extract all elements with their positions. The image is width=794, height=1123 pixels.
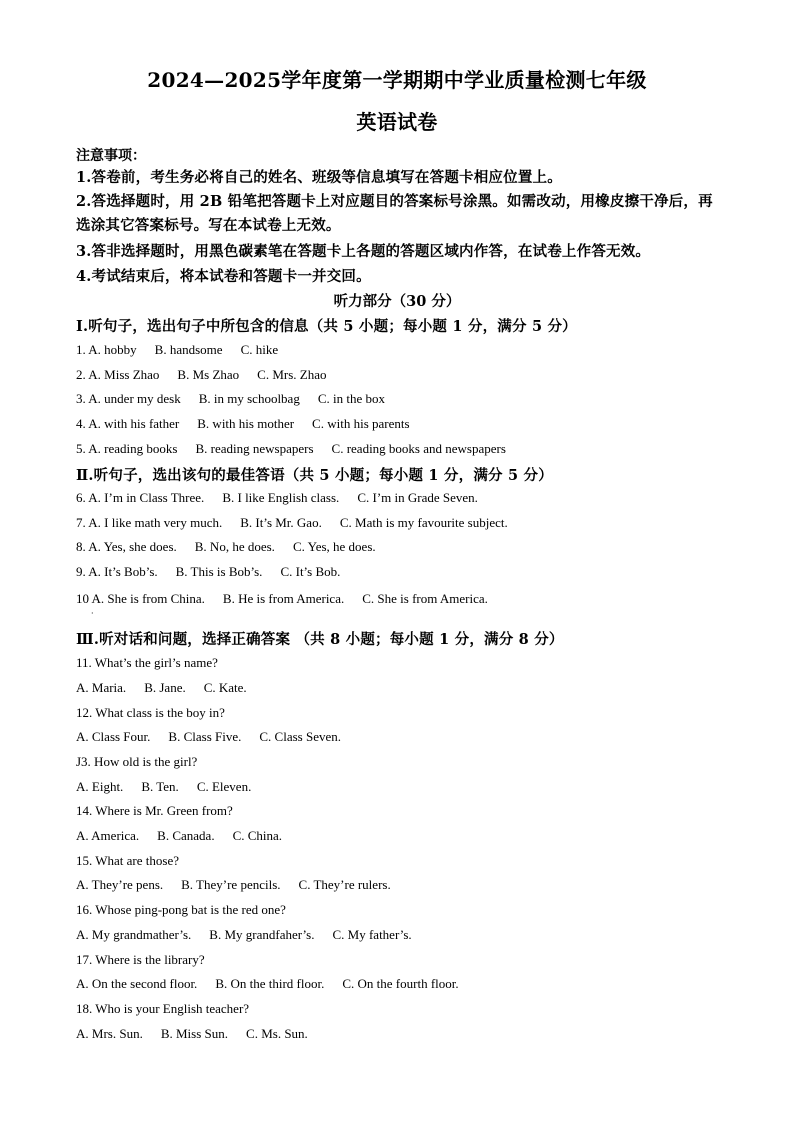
option: B. Jane. <box>144 680 186 695</box>
option: C. My father’s. <box>332 927 412 942</box>
option: B. It’s Mr. Gao. <box>240 515 322 530</box>
exam-title: 2024—2025学年度第一学期期中学业质量检测七年级 <box>147 68 647 92</box>
option: C. It’s Bob. <box>280 564 341 579</box>
question-options <box>76 680 247 696</box>
option: B. in my schoolbag <box>198 391 300 406</box>
question-options <box>76 927 412 943</box>
section-title: Ⅰ.听句子，选出句子中所包含的信息（共 5 小题；每小题 1 分，满分 5 分） <box>76 318 577 335</box>
question-prompt: 18. Who is your English teacher? <box>76 1001 250 1016</box>
exam-subtitle: 英语试卷 <box>356 110 438 134</box>
question-options <box>76 490 478 506</box>
option: C. Math is my favourite subject. <box>339 515 508 530</box>
question-options <box>76 515 508 531</box>
option: B. handsome <box>154 342 223 357</box>
option: A. They’re pens. <box>76 877 164 892</box>
option: 9. A. It’s Bob’s. <box>76 564 158 579</box>
question-prompt: 11. What’s the girl’s name? <box>76 655 218 670</box>
option: C. I’m in Grade Seven. <box>357 490 478 505</box>
option: 10 A. She is from China. <box>76 591 205 606</box>
option: C. On the fourth floor. <box>342 976 459 991</box>
option: 8. A. Yes, she does. <box>76 539 177 554</box>
note-item: 1.答卷前，考生务必将自己的姓名、班级等信息填写在答题卡相应位置上。 <box>76 169 562 186</box>
option: C. reading books and newspapers <box>331 441 506 456</box>
question-options <box>76 1026 308 1042</box>
listening-heading: 听力部分（30 分） <box>333 293 461 310</box>
question-prompt: 16. Whose ping-pong bat is the red one? <box>76 902 286 917</box>
question-options <box>76 391 385 407</box>
option: B. This is Bob’s. <box>175 564 263 579</box>
option: C. They’re rulers. <box>298 877 391 892</box>
option: A. Class Four. <box>76 729 151 744</box>
option: B. No, he does. <box>194 539 275 554</box>
option: 4. A. with his father <box>76 416 180 431</box>
option: A. On the second floor. <box>76 976 198 991</box>
option: C. China. <box>232 828 283 843</box>
option: B. On the third floor. <box>215 976 325 991</box>
option: C. Mrs. Zhao <box>257 367 327 382</box>
option: 2. A. Miss Zhao <box>76 367 160 382</box>
option: C. with his parents <box>312 416 410 431</box>
option: A. Mrs. Sun. <box>76 1026 143 1041</box>
question-prompt: 12. What class is the boy in? <box>76 705 225 720</box>
option: B. Ms Zhao <box>177 367 240 382</box>
option: 7. A. I like math very much. <box>76 515 223 530</box>
question-options <box>76 877 391 893</box>
question-prompt: J3. How old is the girl? <box>76 754 198 769</box>
option: B. Ten. <box>141 779 179 794</box>
option: C. Yes, he does. <box>292 539 376 554</box>
option: B. I like English class. <box>222 490 340 505</box>
question-prompt: 15. What are those? <box>76 853 179 868</box>
question-options <box>76 976 459 992</box>
option: B. Canada. <box>157 828 215 843</box>
option: 6. A. I’m in Class Three. <box>76 490 205 505</box>
option: A. My grandmather’s. <box>76 927 192 942</box>
question-options <box>76 729 341 745</box>
option: B. My grandfaher’s. <box>209 927 315 942</box>
question-options <box>76 828 282 844</box>
notes-heading: 注意事项： <box>76 148 146 164</box>
option: C. in the box <box>317 391 385 406</box>
option: B. Class Five. <box>168 729 242 744</box>
option: C. She is from America. <box>362 591 488 606</box>
stray-dot: · <box>91 609 94 618</box>
section-title: Ⅲ.听对话和问题，选择正确答案 （共 8 小题；每小题 1 分，满分 8 分） <box>76 631 564 648</box>
option: C. Class Seven. <box>259 729 341 744</box>
option: C. Ms. Sun. <box>246 1026 308 1041</box>
note-item: 4.考试结束后，将本试卷和答题卡一并交回。 <box>76 268 371 285</box>
question-options <box>76 441 506 457</box>
option: B. with his mother <box>197 416 295 431</box>
option: C. hike <box>240 342 279 357</box>
question-options <box>76 564 340 580</box>
option: C. Kate. <box>203 680 247 695</box>
option: A. Eight. <box>76 779 124 794</box>
option: 1. A. hobby <box>76 342 137 357</box>
option: A. America. <box>76 828 140 843</box>
question-prompt: 17. Where is the library? <box>76 952 205 967</box>
question-options <box>76 539 376 555</box>
question-options <box>76 416 410 432</box>
option: 3. A. under my desk <box>76 391 181 406</box>
question-options <box>76 779 251 795</box>
question-options <box>76 591 488 607</box>
note-item: 2.答选择题时，用 2B 铅笔把答题卡上对应题目的答案标号涂黑。如需改动，用橡皮擦干净后，再选涂其它答案标号。写在本试卷上无效。 <box>76 193 713 234</box>
option: B. He is from America. <box>222 591 345 606</box>
question-options <box>76 342 278 358</box>
question-prompt: 14. Where is Mr. Green from? <box>76 803 233 818</box>
question-options <box>76 367 327 383</box>
option: C. Eleven. <box>196 779 252 794</box>
note-item: 3.答非选择题时，用黑色碳素笔在答题卡上各题的答题区域内作答，在试卷上作答无效。 <box>76 243 651 260</box>
option: 5. A. reading books <box>76 441 178 456</box>
option: B. reading newspapers <box>195 441 314 456</box>
option: B. Miss Sun. <box>160 1026 229 1041</box>
option: B. They’re pencils. <box>181 877 281 892</box>
section-title: Ⅱ.听句子，选出该句的最佳答语（共 5 小题；每小题 1 分，满分 5 分） <box>76 467 553 484</box>
option: A. Maria. <box>76 680 127 695</box>
